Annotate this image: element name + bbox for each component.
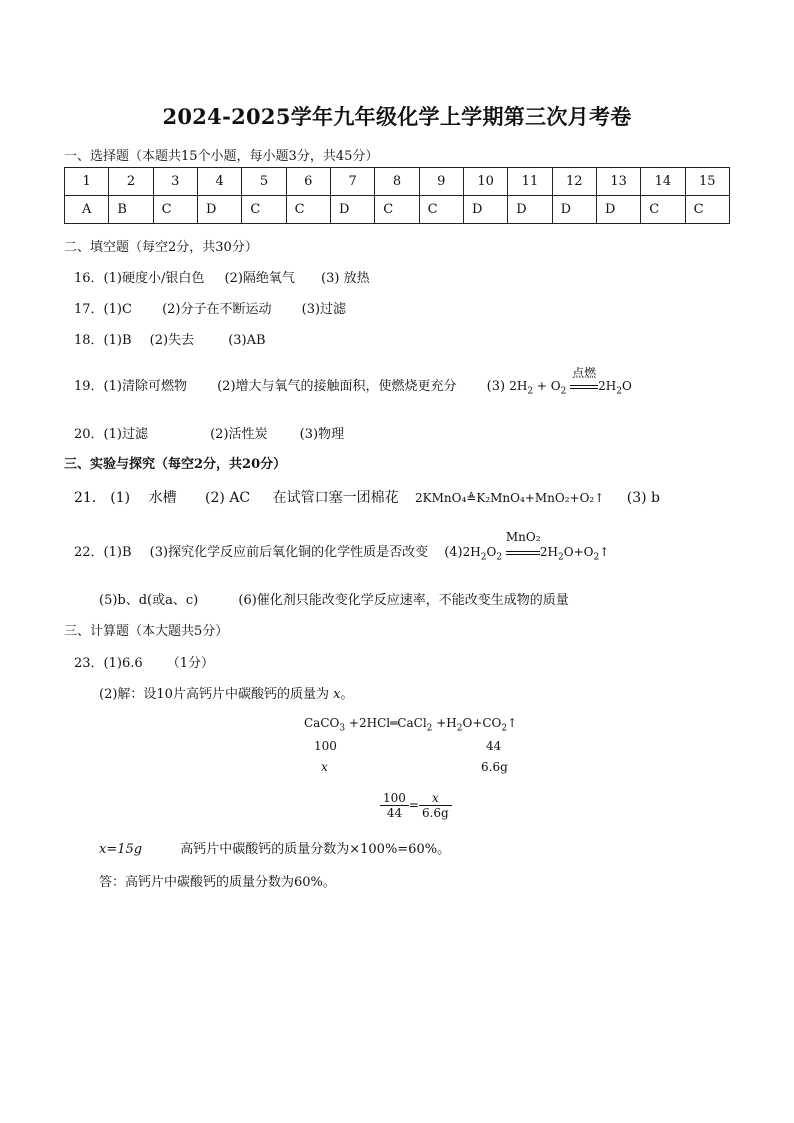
q23-molar-mass-caco3: 100 [314, 739, 337, 753]
q22-answer-1: (1)B [103, 545, 132, 560]
q16-number: 16． [74, 271, 104, 286]
q22-answer-5: (5)b、d(或a、c) [99, 593, 199, 608]
q16-answer-2: (2)隔绝氧气 [224, 271, 295, 286]
q21-answer-1: 水槽 [148, 490, 177, 506]
answer-table-answer-cell: C [286, 196, 330, 224]
q23-reaction-equation: CaCO$_3$ +2HCl═CaCl$_2$ $+H_2O+CO_2↑$ [304, 716, 518, 734]
q23-fraction-right: $\frac{x}{6.6g}$ [419, 791, 452, 820]
q23-solution-intro [99, 683, 353, 702]
answer-table [64, 167, 730, 224]
q19-condition [570, 366, 598, 393]
answer-table-answer-cell: C [242, 196, 286, 224]
page-title: 2024-2025学年九年级化学上学期第三次月考卷 [162, 104, 632, 129]
question-16 [74, 267, 370, 286]
q23-molar-mass-co2: 44 [486, 739, 502, 753]
answer-table-answer-cell: C [641, 196, 685, 224]
answer-table-number-cell: 4 [197, 168, 241, 196]
q23-answer-2: (2)解：设10片高钙片中碳酸钙的质量为 [99, 687, 329, 702]
q23-unknown-mass: x [321, 760, 328, 774]
q20-answer-3: (3)物理 [299, 427, 345, 442]
answer-table-number-cell: 3 [153, 168, 197, 196]
answer-table-answer-cell: D [463, 196, 507, 224]
q18-answer-1: (1)B [103, 333, 132, 348]
q23-proportion: $\frac{100}{44}$ = $\frac{x}{6.6g}$ [380, 791, 452, 820]
question-21 [74, 487, 660, 507]
answer-table-number-cell: 6 [286, 168, 330, 196]
q19-answer-2: (2)增大与氧气的接触面积，使燃烧更充分 [217, 379, 457, 394]
q20-answer-2: (2)活性炭 [210, 427, 268, 442]
answer-table-answer-cell: D [596, 196, 640, 224]
q19-answer-1: (1)清除可燃物 [103, 379, 187, 394]
answer-table-number-cell: 14 [641, 168, 685, 196]
answer-table-number-cell: 1 [65, 168, 109, 196]
q23-final-answer: 答：高钙片中碳酸钙的质量分数为60%。 [99, 875, 336, 890]
q21-number: 21． [74, 490, 106, 506]
answer-table-answer-cell: D [330, 196, 374, 224]
answer-table-number-cell: 12 [552, 168, 596, 196]
q17-answer-3: (3)过滤 [301, 302, 347, 317]
q23-co2-mass: 6.6g [481, 760, 508, 774]
q22-answer-4: (4) [444, 545, 463, 560]
q21-answer-2b: 在试管口塞一团棉花 [272, 490, 399, 506]
answer-table-number-cell: 10 [463, 168, 507, 196]
answer-table-answer-cell: D [197, 196, 241, 224]
q23-number: 23． [74, 656, 104, 671]
q19-equation: $2H_2 + O_2$ 点燃 $2H_2O$ [509, 366, 632, 397]
question-23 [74, 652, 214, 671]
q21-equation: 2KMnO₄≜K₂MnO₄+MnO₂+O₂↑ [415, 491, 605, 505]
section-calculation-heading: 三、计算题（本大题共5分） [64, 624, 229, 639]
q23-score: （1分） [166, 656, 215, 671]
answer-table-number-cell: 9 [419, 168, 463, 196]
section-choice-heading: 一、选择题（本题共15个小题，每小题3分，共45分） [64, 149, 379, 164]
answer-table-answer-cell: C [419, 196, 463, 224]
q17-answer-2: (2)分子在不断运动 [162, 302, 272, 317]
q23-result [99, 838, 450, 857]
q20-answer-1: (1)过滤 [103, 427, 148, 442]
answer-table-number-cell: 13 [596, 168, 640, 196]
answer-table-number-cell: 2 [109, 168, 153, 196]
answer-table-number-cell: 8 [375, 168, 419, 196]
q19-answer-3: (3) [486, 379, 506, 394]
answer-table-answer-cell: B [109, 196, 153, 224]
section-fill-heading: 二、填空题（每空2分，共30分） [64, 240, 258, 255]
q23-percent: 高钙片中碳酸钙的质量分数为×100%=60%。 [180, 842, 451, 857]
question-18 [74, 329, 266, 348]
section-experiment-heading: 三、实验与探究（每空2分，共20分） [64, 457, 287, 472]
q23-fraction-left: $\frac{100}{44}$ [380, 791, 409, 820]
q22-equation: $2H_2O_2$ MnO₂ $2H_2O+O_2↑$ [462, 530, 610, 563]
q16-answer-1: (1)硬度小/银白色 [103, 271, 205, 286]
q22-answer-6: (6)催化剂只能改变化学反应速率，不能改变生成物的质量 [238, 593, 569, 608]
q21-answer-3: (3) b [626, 490, 660, 506]
question-22 [74, 530, 610, 563]
answer-table-answer-cell: D [508, 196, 552, 224]
q16-answer-3: (3) 放热 [321, 271, 370, 286]
q21-answer-1-label: (1) [110, 490, 131, 506]
answer-table-number-cell: 5 [242, 168, 286, 196]
q22-number: 22． [74, 545, 104, 560]
answer-table-answer-cell: C [375, 196, 419, 224]
q18-number: 18． [74, 333, 104, 348]
question-19 [74, 366, 632, 397]
q19-number: 19． [74, 379, 104, 394]
answer-table-answer-cell: C [153, 196, 197, 224]
q23-result-value: x=15g [99, 842, 143, 857]
q18-answer-3: (3)AB [228, 333, 266, 348]
q18-answer-2: (2)失去 [149, 333, 195, 348]
q22-condition-label: MnO₂ [505, 530, 541, 544]
answer-table-answer-cell: D [552, 196, 596, 224]
question-20 [74, 423, 344, 442]
answer-table-answer-cell: A [65, 196, 109, 224]
answer-table-number-row [65, 168, 730, 196]
q17-number: 17． [74, 302, 104, 317]
answer-table-number-cell: 11 [508, 168, 552, 196]
answer-table-number-cell: 7 [330, 168, 374, 196]
answer-table-answer-row [65, 196, 730, 224]
answer-table-number-cell: 15 [685, 168, 729, 196]
answer-table-answer-cell: C [685, 196, 729, 224]
q20-number: 20． [74, 427, 104, 442]
q23-period: 。 [340, 687, 354, 702]
q22-answer-3: (3)探究化学反应前后氧化铜的化学性质是否改变 [149, 545, 429, 560]
question-22-continued [99, 589, 569, 608]
q21-answer-2: (2) AC [205, 490, 251, 506]
q19-condition-label: 点燃 [572, 366, 597, 380]
question-17 [74, 298, 346, 317]
q22-condition [505, 530, 541, 559]
q23-answer-1: (1)6.6 [103, 656, 143, 671]
q17-answer-1: (1)C [103, 302, 132, 317]
q23-variable: x [333, 687, 341, 702]
